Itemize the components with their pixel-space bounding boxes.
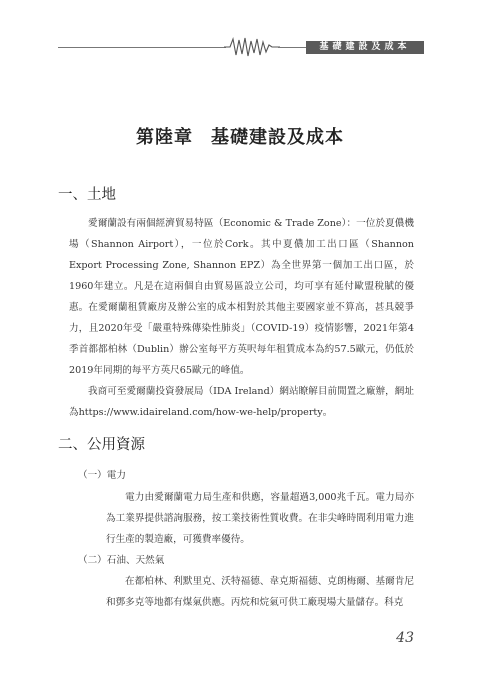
header-chapter-tag: 基礎建設及成本	[306, 41, 424, 54]
section-heading-land: 一、土地	[58, 187, 116, 203]
page-number: 43	[396, 630, 414, 646]
section-heading-utilities: 二、公用資源	[58, 437, 145, 453]
paragraph	[69, 381, 414, 423]
paragraph-text: 我商可至愛爾蘭投資發展局（IDA Ireland）網站瞭解目前閒置之廠辦，網址為https://www.idaireland.com/how-we-help/property。	[69, 386, 414, 418]
chapter-name: 基礎建設及成本	[211, 127, 344, 148]
paragraph	[69, 297, 414, 381]
header-rule-left	[58, 47, 226, 48]
paragraph-text: 在愛爾蘭租賃廠房及辦公室的成本相對於其他主要國家並不算高，甚具競爭力，且2020年受「嚴重特殊傳染性肺炎」（COVID-19）疫情影響，2021年第4季首都都柏林（Dublin）辦公室每平方英呎每年租賃成本為約57.5歐元，仍低於2019年同期的每平方英尺65歐元的峰值。	[69, 302, 414, 376]
paragraph	[106, 487, 414, 550]
chapter-number: 第陸章	[136, 127, 193, 148]
paragraph-text: 愛爾蘭設有兩個經濟貿易特區（Economic & Trade Zone）：一位於夏儂機場（Shannon Airport），一位於Cork。其中夏儂加工出口區（Shannon Export Processing Zone, Shannon EPZ）為全世界第一個加工出口區，於1960年建立。凡是在這兩個自由貿易區設立公司，均可享有延付歐盟稅賦的優惠。	[69, 218, 414, 313]
header-rule-right	[278, 47, 308, 48]
subsection-label-power: （一）電力	[78, 470, 126, 481]
chapter-title	[0, 123, 480, 149]
subsection-label-oil-gas: （二）石油、天然氣	[78, 555, 165, 566]
header-wave-ornament	[224, 36, 280, 58]
paragraph-text: 電力由愛爾蘭電力局生產和供應，容量超過3,000兆千瓦。電力局亦為工業界提供諮詢服務，按工業技術性質收費。在非尖峰時間利用電力進行生產的製造廠，可獲費率優待。	[106, 492, 414, 545]
paragraph-text: 在都柏林、利默里克、沃特福德、韋克斯福德、克朗梅爾、基爾肯尼和鄧多克等地都有煤氣供應。丙烷和烷氣可供工廠現場大量儲存。科克	[106, 576, 414, 608]
paragraph	[106, 571, 414, 613]
